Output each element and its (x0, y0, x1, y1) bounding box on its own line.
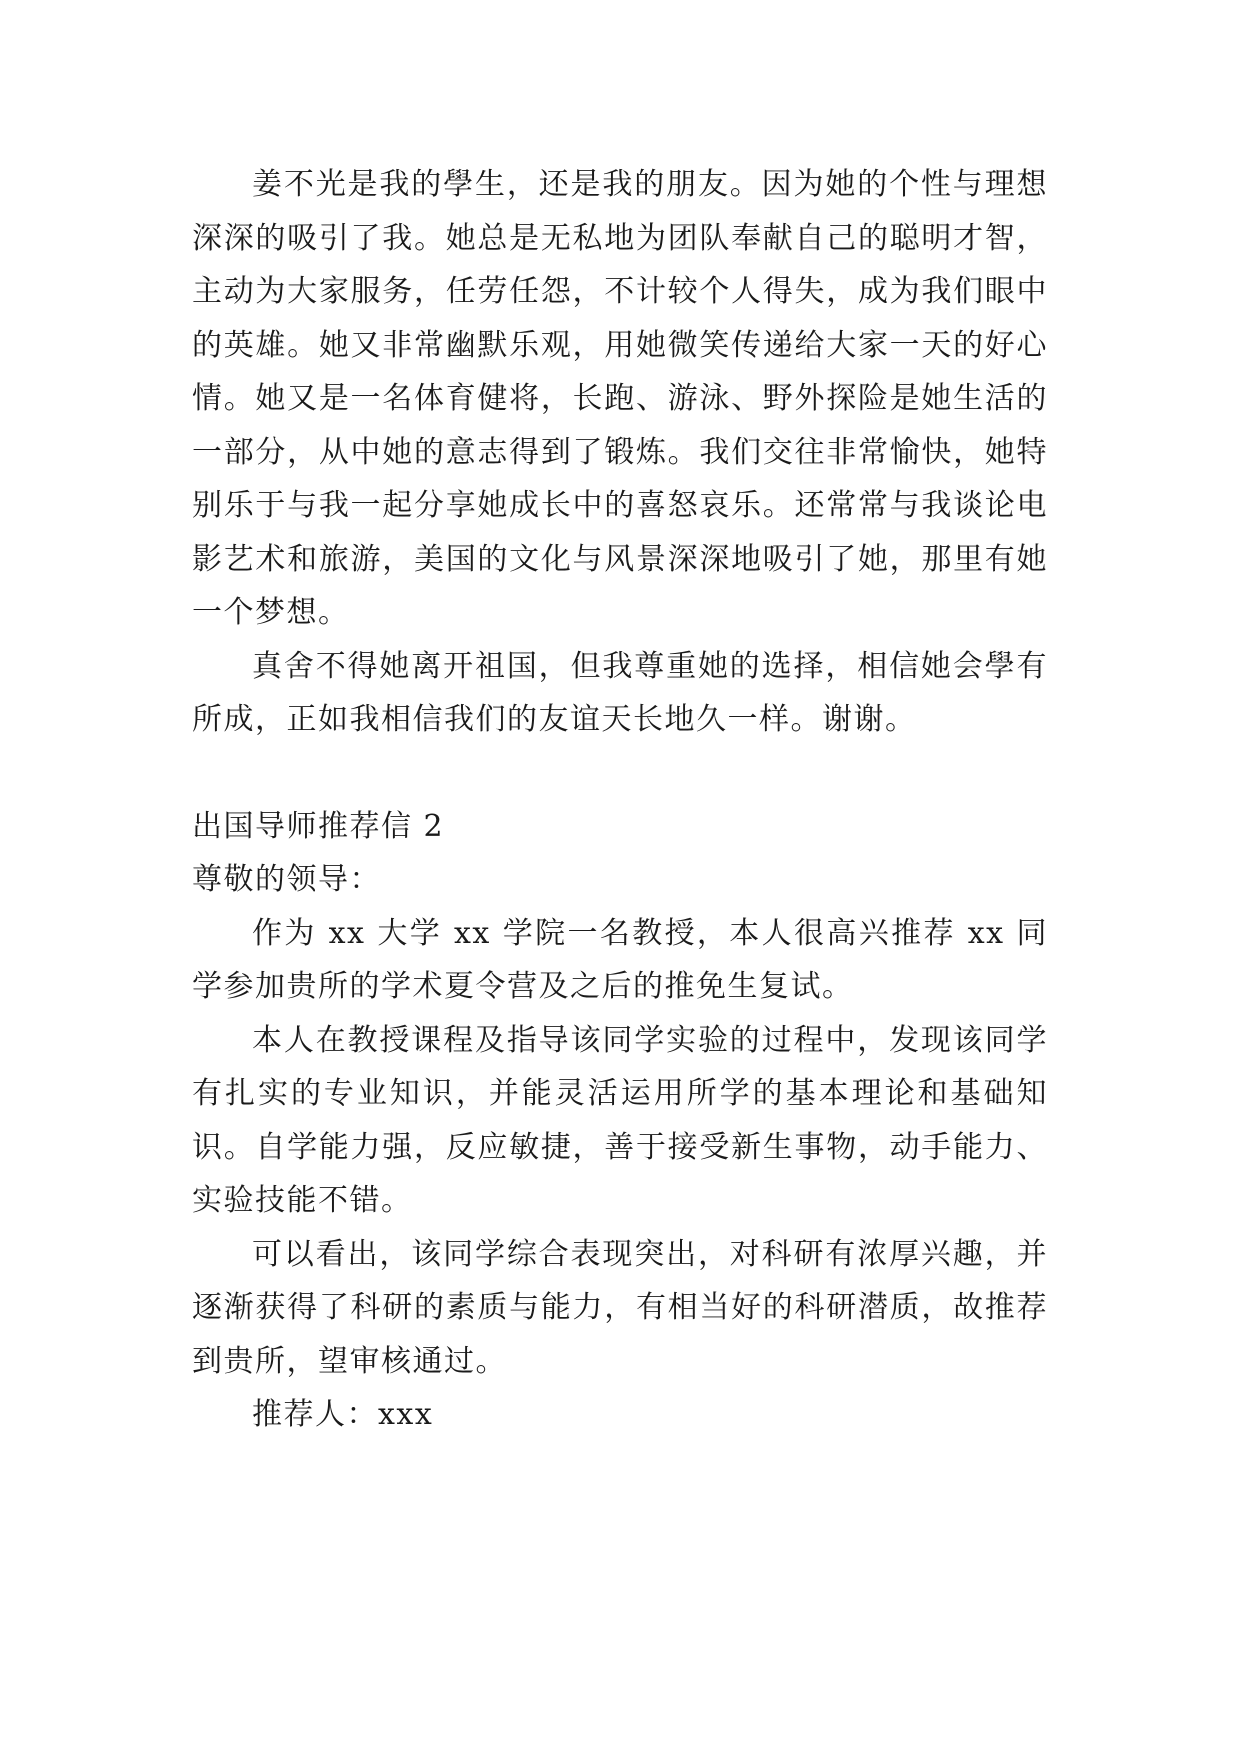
salutation: 尊敬的领导： (192, 862, 381, 897)
paragraph-introduction: 作为 xx 大学 xx 学院一名教授，本人很高兴推荐 xx 同学参加贵所的学术夏令营及之后的推免生复试。 (192, 915, 1048, 1004)
paragraph-evaluation: 本人在教授课程及指导该同学实验的过程中，发现该同学有扎实的专业知识，并能灵活运用所学的基本理论和基础知识。自学能力强，反应敏捷，善于接受新生事物，动手能力、实验技能不错。 (192, 1022, 1048, 1218)
document-body (192, 158, 1048, 1442)
signature-line: 推荐人：xxx (252, 1397, 434, 1432)
section-title: 出国导师推荐信 2 (192, 808, 445, 844)
paragraph-student-friend: 姜不光是我的學生，还是我的朋友。因为她的个性与理想深深的吸引了我。她总是无私地为团队奉献自己的聪明才智，主动为大家服务，任劳任怨，不计较个人得失，成为我们眼中的英雄。她又非常幽默乐观，用她微笑传递给大家一天的好心情。她又是一名体育健将，长跑、游泳、野外探险是她生活的一部分，从中她的意志得到了锻炼。我们交往非常愉快，她特别乐于与我一起分享她成长中的喜怒哀乐。还常常与我谈论电影艺术和旅游，美国的文化与风景深深地吸引了她，那里有她一个梦想。 (192, 167, 1048, 630)
paragraph-farewell: 真舍不得她离开祖国，但我尊重她的选择，相信她会學有所成，正如我相信我们的友谊天长地久一样。谢谢。 (192, 648, 1048, 737)
paragraph-recommendation: 可以看出，该同学综合表现突出，对科研有浓厚兴趣，并逐渐获得了科研的素质与能力，有相当好的科研潜质，故推荐到贵所，望审核通过。 (192, 1236, 1048, 1379)
